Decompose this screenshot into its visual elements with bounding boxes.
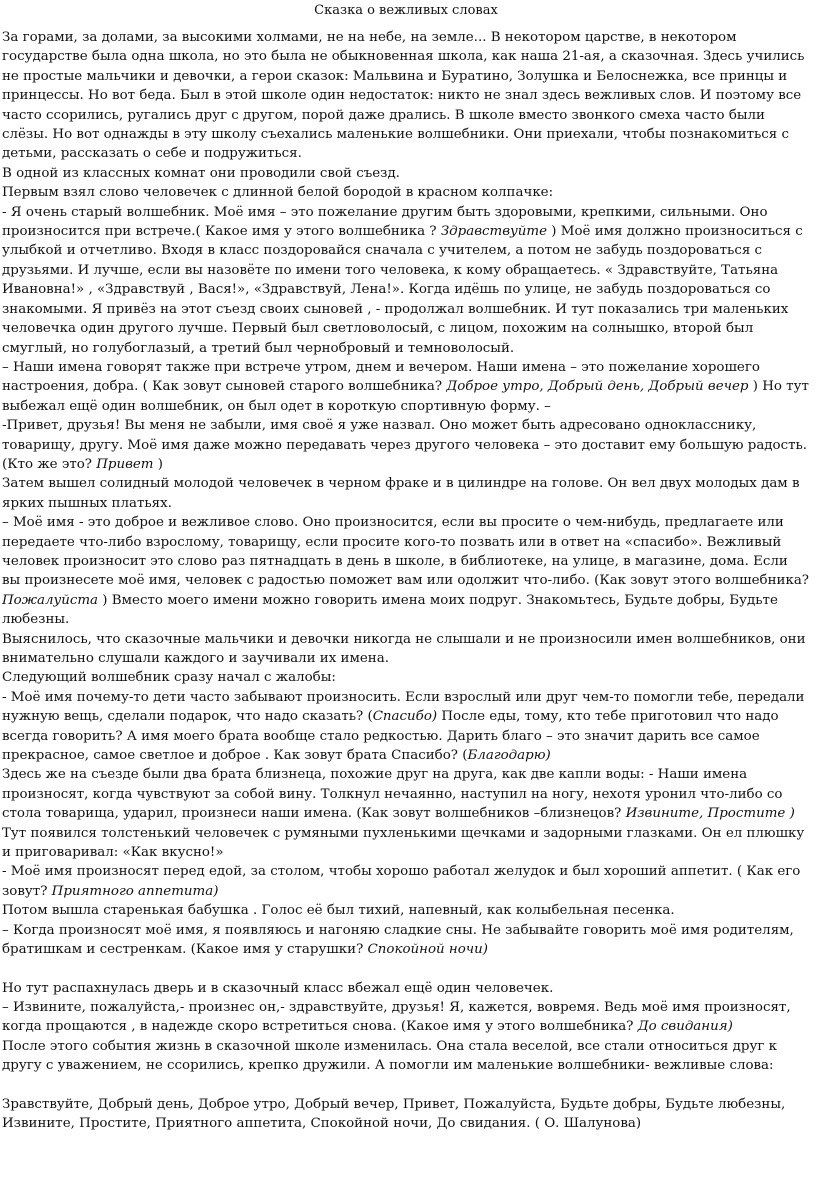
story-paragraph [2,979,810,998]
paragraph-text: После еды, тому, кто тебе приготовил что надо всегда говорить? А имя моего брата вообще стало редкостью. Дарить благо – это значит дарить все самое прекрасное, самое светлое и доброе . Как зовут брата Спасибо? ( [2,709,779,764]
paragraph-text: Выяснилось, что сказочные мальчики и девочки никогда не слышали и не произносили имен волшебников, они внимательно слушали каждого и заучивали их имена. [2,631,806,666]
paragraph-text: Следующий волшебник сразу начал с жалобы: [2,670,336,686]
story-paragraph [2,28,810,164]
paragraph-text: - Я очень старый волшебник. Моё имя – это пожелание другим быть здоровыми, крепкими, сильными. Оно произносится при встрече.( Какое имя у этого волшебника ? [2,204,768,240]
paragraph-text: За горами, за долами, за высокими холмами, не на небе, на земле... В некотором царстве, в некотором государстве была одна школа, но это была не обыкновенная школа, как наша 21-ая, а сказочная. Здесь учились не простые мальчики и девочки, а герои сказок: Мальвина и Буратино, Золушка и Белоснежка, все принцы и принцессы. Но вот беда. Был в этой школе один недостаток: никто не знал здесь вежливых слов. И поэтому все часто ссорились, ругались друг с другом, порой даже дрались. В школе вместо звонкого смеха часто были слёзы. Но вот однажды в эту школу съехались маленькие волшебники. Они приехали, чтобы познакомиться с детьми, рассказать о себе и подружиться. [2,30,805,162]
story-body [2,28,810,1133]
paragraph-text: – Извините, пожалуйста,- произнес он,- здравствуйте, друзья! Я, кажется, вовремя. Ведь моё имя произносят, когда прощаются , в надежде скоро встретиться снова. (Какое имя у этого волшебника? [2,999,791,1035]
paragraph-spacer [2,1076,810,1095]
paragraph-text: ) [153,456,163,472]
paragraph-text: Потом вышла старенькая бабушка . Голос её был тихий, напевный, как колыбельная песенка. [2,903,675,919]
answer-text: Привет [96,456,154,472]
story-paragraph [2,183,810,202]
story-paragraph [2,862,810,901]
story-paragraph [2,688,810,766]
paragraph-text: Первым взял слово человечек с длинной белой бородой в красном колпачке: [2,185,554,201]
story-paragraph [2,203,810,358]
story-paragraph [2,668,810,687]
paragraph-text: ) Вместо моего имени можно говорить имена моих подруг. Знакомьтесь, Будьте добры, Будьте любезны. [2,592,778,628]
paragraph-text: После этого события жизнь в сказочной школе изменилась. Она стала веселой, все стали относиться друг к другу с уважением, не ссорились, крепко дружили. А помогли им маленькие волшебники- вежливые слова: [2,1038,777,1074]
answer-text: Спасибо) [372,709,438,725]
story-paragraph [2,474,810,513]
answer-text: Спокойной ночи) [367,942,488,958]
story-paragraph [2,765,810,823]
paragraph-text: – Моё имя - это доброе и вежливое слово. Оно произносится, если вы просите о чем-нибудь, предлагаете или передаете что-либо взрослому, товарищу, если просите кого-то позвать или в ответ на «спасибо». Вежливый человек произносит это слово раз пятнадцать в день в школе, в библиотеке, на улице, в магазине, дома. Если вы произнесете моё имя, человек с радостью поможет вам или одолжит что-либо. (Как зовут этого волшебника? [2,515,809,589]
paragraph-text: -Привет, друзья! Вы меня не забыли, имя своё я уже назвал. Оно может быть адресовано однокласснику, товарищу, другу. Моё имя даже можно передавать через другого человека – это доставит ему большую радость. (Кто же это? [2,418,808,472]
answer-text: До свидания) [637,1019,733,1035]
story-paragraph [2,998,810,1037]
story-paragraph [2,921,810,960]
answer-text: Приятного аппетита) [51,883,219,899]
paragraph-text: В одной из классных комнат они проводили свой съезд. [2,165,400,181]
paragraph-text: Но тут распахнулась дверь и в сказочный класс вбежал ещё один человечек. [2,980,554,996]
paragraph-text: Здесь же на съезде были два брата близнеца, похожие друг на друга, как две капли воды: - Наши имена произносят, когда чувствуют за собой вину. Толкнул нечаянно, наступил на ногу, нехотя уронил что-либо со стола товарища, ударил, произнеси наши имена. (Как зовут волшебников –близнецов? [2,767,783,822]
paragraph-text: - Моё имя произносят перед едой, за столом, чтобы хорошо работал желудок и был хороший аппетит. ( Как его зовут? [2,864,801,899]
paragraph-text: ) Моё имя должно произноситься с улыбкой и отчетливо. Входя в класс поздоровайся сначала с учителем, а потом не забудь поздороваться с друзьями. И лучше, если вы назовёте по имени того человека, к кому обращаетесь. « Здравствуйте, Татьяна Ивановна!» , «Здравствуй , Вася!», «Здравствуй, Лена!». Когда идёшь по улице, не забудь поздороваться со знакомыми. Я привёз на этот съезд своих сыновей , - продолжал волшебник. И тут показались три маленьких человечка один другого лучше. Первый был светловолосый, с лицом, похожим на солнышко, второй был смуглый, но голубоглазый, а третий был чернобровый и темноволосый. [2,224,803,356]
answer-text: Извините, Простите ) [625,806,795,822]
paragraph-text: – Когда произносят моё имя, я появляюсь и нагоняю сладкие сны. Не забывайте говорить моё имя родителям, братишкам и сестренкам. (Какое имя у старушки? [2,922,794,958]
paragraph-text: ) Но тут выбежал ещё один волшебник, он был одет в короткую спортивную форму. – [2,379,809,414]
story-paragraph [2,416,810,474]
story-paragraph [2,824,810,863]
story-paragraph [2,1095,810,1134]
paragraph-text: - Моё имя почему-то дети часто забывают произносить. Если взрослый или друг чем-то помогли тебе, передали нужную вещь, сделали подарок, что надо сказать? ( [2,689,805,725]
story-paragraph [2,358,810,416]
answer-text: Пожалуйста [2,592,99,608]
paragraph-spacer [2,960,810,979]
paragraph-text: Тут появился толстенький человечек с румяными пухленькими щечками и задорными глазками. Он ел плюшку и приговаривал: «Как вкусно!» [2,825,805,861]
document-title: Сказка о вежливых словах [314,3,498,18]
answer-text: Здравствуйте [440,224,548,240]
story-paragraph [2,513,810,629]
paragraph-text: – Наши имена говорят также при встрече утром, днем и вечером. Наши имена – это пожелание хорошего настроения, добра. ( Как зовут сыновей старого волшебника? [2,359,760,395]
answer-text: Благодарю) [467,748,551,764]
story-paragraph [2,164,810,183]
story-paragraph [2,1037,810,1076]
story-paragraph [2,630,810,669]
paragraph-text: Затем вышел солидный молодой человечек в черном фраке и в цилиндре на голове. Он вел двух молодых дам в ярких пышных платьях. [2,476,800,511]
paragraph-text: Зравствуйте, Добрый день, Доброе утро, Добрый вечер, Привет, Пожалуйста, Будьте добры, Будьте любезны, Извините, Простите, Приятного аппетита, Спокойной ночи, До свидания. ( О. Шалунова) [2,1096,786,1131]
answer-text: Доброе утро, Добрый день, Добрый вечер [446,379,749,395]
story-paragraph [2,901,810,920]
